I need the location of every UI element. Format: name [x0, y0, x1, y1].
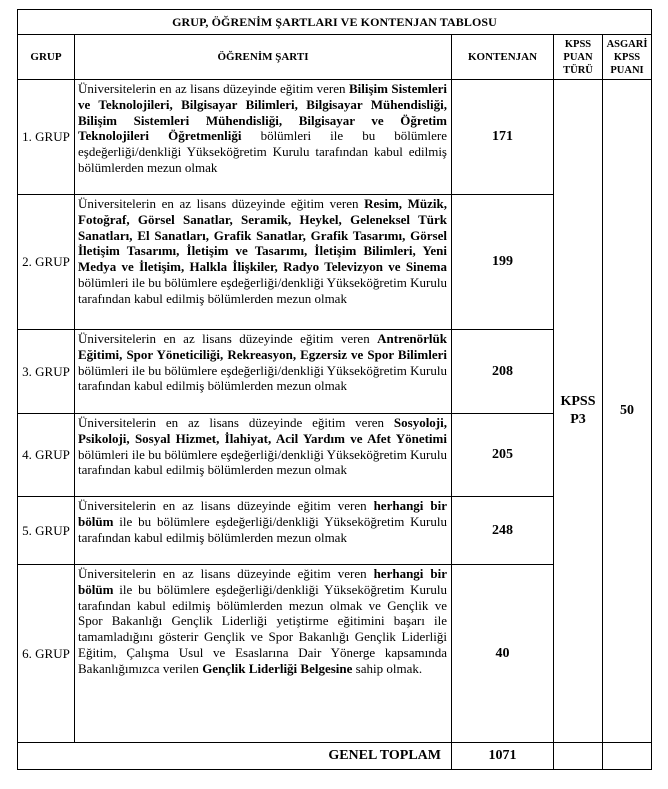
requirement-bold-text: Antrenörlük Eğitimi, Spor Yöneticiliği, Rekreasyon, Egzersiz ve Spor Bilimleri	[78, 331, 447, 362]
requirement-cell	[75, 330, 452, 414]
header-asgari: ASGARİ KPSS PUANI	[603, 35, 652, 80]
min-score-cell: 50	[603, 80, 652, 743]
quota-cell: 40	[452, 565, 554, 743]
header-ogrenim: ÖĞRENİM ŞARTI	[75, 35, 452, 80]
header-kpss-turu: KPSS PUAN TÜRÜ	[554, 35, 603, 80]
quota-table	[17, 9, 652, 770]
requirement-text: sahip olmak.	[352, 660, 423, 676]
total-label: GENEL TOPLAM	[18, 743, 452, 770]
header-row	[18, 35, 652, 80]
requirement-bold-text: Bilişim Sistemleri ve Teknolojileri, Bilgisayar Bilimleri, Bilgisayar Mühendisliği, Bilişim Sistemleri Mühendisliği, Bilgisayar ve Öğretim Teknolojileri Öğretmenliği	[78, 81, 448, 144]
requirement-text: bölümleri ile bu bölümlere eşdeğerliği/denkliği Yükseköğretim Kurulu tarafından kabul edilmiş bölümlerden mezun olmak	[78, 446, 447, 478]
table-row	[18, 80, 652, 195]
requirement-bold-text: Resim, Müzik, Fotoğraf, Görsel Sanatlar, Seramik, Heykel, Geleneksel Türk Sanatları, El Sanatları, Grafik Sanatlar, Grafik Tasarımı, Görsel İletişim Tasarımı, İletişim ve Tasarımı, İletişim Bilimleri, Yeni Medya ve İletişim, Halkla İlişkiler, Radyo Televizyon ve Sinema	[78, 196, 447, 275]
requirement-cell	[75, 497, 452, 565]
total-row	[18, 743, 652, 770]
requirement-cell	[75, 80, 452, 195]
requirement-text: bölümleri ile bu bölümlere eşdeğerliği/denkliği Yükseköğretim Kurulu tarafından kabul edilmiş bölümlerden mezun olmak	[78, 128, 447, 175]
grup-cell: 5. GRUP	[18, 497, 75, 565]
requirement-text: Üniversitelerin en az lisans düzeyinde eğitim veren	[78, 81, 349, 96]
total-value: 1071	[452, 743, 554, 770]
requirement-text: Üniversitelerin en az lisans düzeyinde eğitim veren	[78, 196, 365, 211]
header-kontenjan: KONTENJAN	[452, 35, 554, 80]
requirement-text: Üniversitelerin en az lisans düzeyinde eğitim veren	[78, 331, 378, 346]
total-empty-cell	[554, 743, 603, 770]
requirement-text: Üniversitelerin en az lisans düzeyinde eğitim veren	[78, 498, 374, 513]
kpss-type-cell: KPSS P3	[554, 80, 603, 743]
requirement-cell	[75, 565, 452, 743]
requirement-bold-text: Gençlik Liderliği Belgesine	[202, 660, 353, 676]
grup-cell: 3. GRUP	[18, 330, 75, 414]
requirement-text: bölümleri ile bu bölümlere eşdeğerliği/denkliği Yükseköğretim Kurulu tarafından kabul edilmiş bölümlerden mezun olmak	[78, 274, 447, 306]
grup-cell: 4. GRUP	[18, 414, 75, 497]
requirement-bold-text: Sosyoloji, Psikoloji, Sosyal Hizmet, İlahiyat, Acil Yardım ve Afet Yönetimi	[78, 415, 447, 446]
requirement-text: ile bu bölümlere eşdeğerliği/denkliği Yükseköğretim Kurulu tarafından kabul edilmiş bölümlerden mezun olmak	[78, 513, 447, 545]
quota-cell: 248	[452, 497, 554, 565]
quota-cell: 199	[452, 195, 554, 330]
requirement-text: Üniversitelerin en az lisans düzeyinde eğitim veren	[78, 566, 374, 581]
requirement-text: bölümleri ile bu bölümlere eşdeğerliği/denkliği Yükseköğretim Kurulu tarafından kabul edilmiş bölümlerden mezun olmak	[78, 362, 447, 394]
header-grup: GRUP	[18, 35, 75, 80]
total-empty-cell	[603, 743, 652, 770]
requirement-text: Üniversitelerin en az lisans düzeyinde eğitim veren	[78, 415, 394, 430]
table-title: GRUP, ÖĞRENİM ŞARTLARI VE KONTENJAN TABLOSU	[18, 10, 652, 35]
requirement-bold-text: herhangi bir bölüm	[78, 566, 447, 597]
quota-cell: 208	[452, 330, 554, 414]
requirement-text: ile bu bölümlere eşdeğerliği/denkliği Yükseköğretim Kurulu tarafından kabul edilmiş bölümlerden mezun olmak ve Gençlik ve Spor Bakanlığı Gençlik Liderliği yetiştirme eğitimini başarı ile tamamladığını gösterir Gençlik ve Spor Bakanlığı Gençlik Liderliği Eğitim, Çalışma Usul ve Esaslarına Dair Yönerge kapsamında Bakanlığımızca verilen	[78, 581, 447, 676]
requirement-cell	[75, 195, 452, 330]
requirement-bold-text: herhangi bir bölüm	[78, 498, 447, 529]
quota-cell: 171	[452, 80, 554, 195]
grup-cell: 6. GRUP	[18, 565, 75, 743]
grup-cell: 1. GRUP	[18, 80, 75, 195]
grup-cell: 2. GRUP	[18, 195, 75, 330]
quota-cell: 205	[452, 414, 554, 497]
requirement-cell	[75, 414, 452, 497]
